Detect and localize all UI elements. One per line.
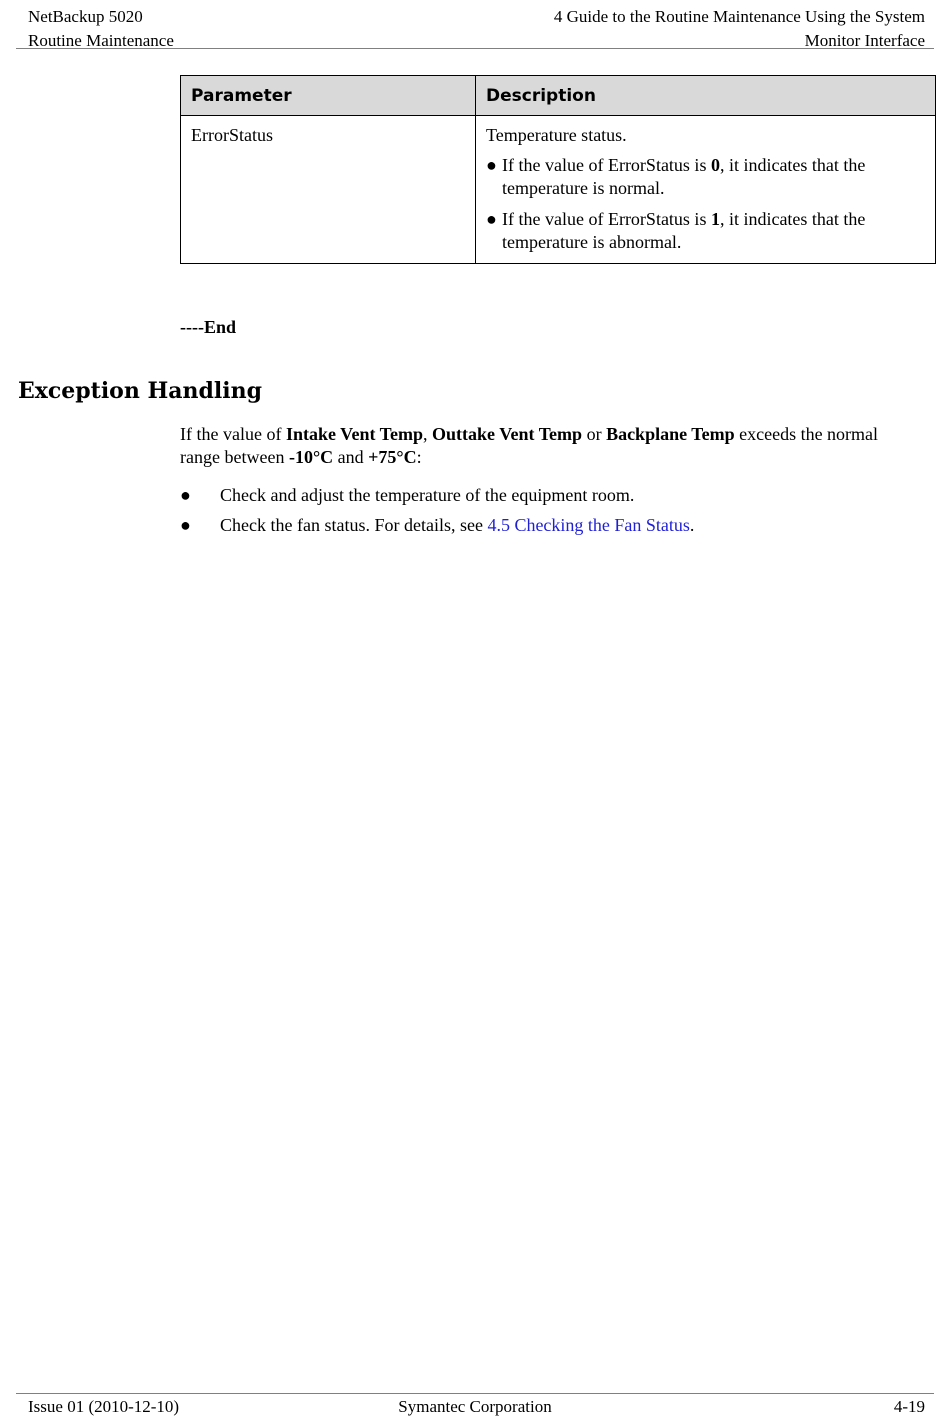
column-header-description: Description [476,76,936,116]
table-header-row [181,76,936,116]
header-product: NetBackup 5020 [28,7,143,26]
range-min: -10°C [288,447,334,467]
header-divider [16,48,934,49]
header-left [28,5,174,53]
cell-parameter: ErrorStatus [181,116,476,264]
bullet-icon: ● [180,485,191,505]
bullet-icon: ● [486,155,497,175]
footer-page-number: 4-19 [893,1397,925,1416]
bullet-icon: ● [180,515,191,535]
section-paragraph: If the value of Intake Vent Temp, Outtake Vent Temp or Backplane Temp exceeds the normal range between -10°C and +75°C: [180,424,879,467]
header-chapter-line1: 4 Guide to the Routine Maintenance Using the System [553,7,925,26]
column-header-parameter: Parameter [181,76,476,116]
header-right [554,5,925,53]
list-item: ● Check the fan status. For details, see 4.5 Checking the Fan Status. [180,515,695,535]
list-item: ● Check and adjust the temperature of the equipment room. [180,485,635,505]
param-backplane-temp: Backplane Temp [606,424,735,444]
footer-issue: Issue 01 (2010-12-10) [28,1397,180,1416]
header-doc-title: Routine Maintenance [28,31,174,50]
fan-status-link[interactable]: 4.5 Checking the Fan Status [487,515,690,535]
range-max: +75°C [368,447,417,467]
footer-divider [16,1393,934,1394]
table-row [181,116,936,264]
end-marker: ----End [180,317,237,337]
action-list [180,484,920,544]
footer-company: Symantec Corporation [398,1397,552,1416]
param-intake-vent-temp: Intake Vent Temp [285,424,424,444]
list-item: ● If the value of ErrorStatus is 0, it indicates that the temperature is normal. [486,155,866,198]
header-chapter-line2: Monitor Interface [804,31,925,50]
section-heading: Exception Handling [18,378,263,404]
description-intro: Temperature status. [486,125,627,145]
parameter-table [180,75,936,264]
param-outtake-vent-temp: Outtake Vent Temp [432,424,583,444]
bullet-icon: ● [486,209,497,229]
description-list [486,154,925,254]
list-item: ● If the value of ErrorStatus is 1, it indicates that the temperature is abnormal. [486,209,866,252]
cell-description [476,116,936,264]
